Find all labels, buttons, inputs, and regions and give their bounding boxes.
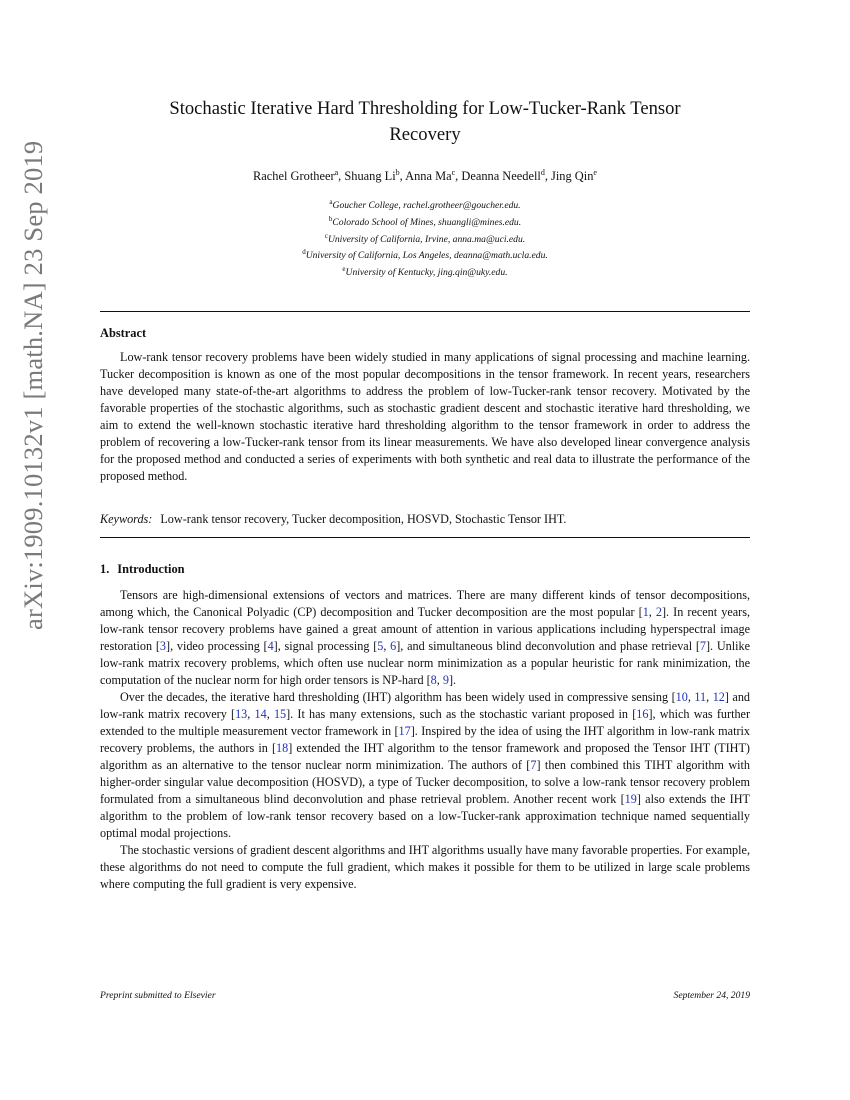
intro-paragraph (100, 689, 750, 842)
intro-text: ] then combined this TIHT algorithm with higher-order singular value decomposition (HOSVD), a type of Tucker decomposition, to solve a low-rank tensor recovery problem formulated from a simultaneous blind deconvolution and phase retrieval problem. Another recent work [ (100, 758, 750, 806)
citation-link[interactable]: 6 (390, 639, 397, 653)
citation-link[interactable]: 12 (712, 690, 725, 704)
title-line-1: Stochastic Iterative Hard Thresholding for Low-Tucker-Rank Tensor (169, 98, 681, 119)
keywords-text: Low-rank tensor recovery, Tucker decomposition, HOSVD, Stochastic Tensor IHT. (160, 512, 567, 526)
citation-link[interactable]: 7 (699, 639, 706, 653)
intro-text: ]. (448, 673, 457, 687)
intro-text: ] extended the IHT algorithm to the tensor framework and proposed the Tensor IHT (TIHT) algorithm as an alternative to the tensor nuclear norm minimization. The authors of [ (100, 741, 750, 772)
citation-link[interactable]: 13 (235, 707, 248, 721)
citation-link[interactable]: 17 (398, 724, 411, 738)
intro-text: , (266, 707, 274, 721)
keywords-label: Keywords: (100, 512, 153, 526)
citation-link[interactable]: 9 (442, 673, 449, 687)
intro-text: , (383, 639, 391, 653)
section-title: Introduction (117, 562, 185, 576)
affiliation-line: $^c$University of California, Irvine, anna.ma@uci.edu. (324, 231, 526, 245)
intro-text: Tensors are high-dimensional extensions of vectors and matrices. There are many different kinds of tensor decompositions, among which, the Canonical Polyadic (CP) decomposition and Tucker decomposition are the most popular [ (100, 588, 750, 619)
footer-preprint-note: Preprint submitted to Elsevier (100, 990, 216, 1001)
intro-text: , (247, 707, 255, 721)
intro-text: ]. It has many extensions, such as the stochastic variant proposed in [ (286, 707, 637, 721)
top-divider (100, 311, 750, 312)
intro-text: ] and low-rank matrix recovery [ (100, 690, 751, 721)
affiliation-line: $^a$Goucher College, rachel.grotheer@goucher.edu. (329, 198, 521, 212)
citation-link[interactable]: 1 (642, 605, 649, 619)
title-line-2: Recovery (389, 124, 461, 145)
intro-text: ], signal processing [ (273, 639, 378, 653)
citation-link[interactable]: 11 (694, 690, 707, 704)
intro-text: ], video processing [ (166, 639, 268, 653)
section-number: 1. (100, 562, 110, 576)
section-heading (100, 562, 185, 577)
citation-link[interactable]: 14 (254, 707, 267, 721)
citation-link[interactable]: 15 (273, 707, 287, 721)
author: Rachel Grotheer$^a$ (253, 168, 339, 184)
citation-link[interactable]: 8 (430, 673, 437, 687)
paper-title (100, 96, 750, 148)
intro-text: ], which was further extended to the multiple measurement vector framework in [ (100, 707, 751, 738)
abstract-paragraph: Low-rank tensor recovery problems have been widely studied in many applications of signal processing and machine learning. Tucker decomposition is known as one of the most popular decompositions in the tensor framework. In recent years, researchers have developed many state-of-the-art algorithms to address the problem of low-Tucker-rank tensor recovery. Motivated by the favorable properties of the stochastic algorithms, such as stochastic gradient descent and stochastic iterative hard thresholding, we aim to extend the well-known stochastic iterative hard thresholding algorithm to the tensor framework in order to address the problem of recovering a low-Tucker-rank tensor from its linear measurements. We have also developed linear convergence analysis for the proposed method and conducted a series of experiments with both synthetic and real data to illustrate the performance of the proposed method. (100, 350, 750, 483)
citation-link[interactable]: 10 (675, 690, 688, 704)
keywords (100, 512, 566, 527)
affiliation-line: $^e$University of Kentucky, jing.qin@uky.edu. (342, 265, 508, 279)
citation-link[interactable]: 2 (655, 605, 662, 619)
intro-paragraph (100, 842, 750, 893)
intro-text: ] also extends the IHT algorithm to the problem of low-rank tensor recovery based on a low-Tucker-rank approximation technique named sequentially optimal modal projections. (100, 792, 750, 840)
abstract-body (100, 349, 750, 485)
author: Shuang Li$^b$ (344, 168, 400, 184)
intro-text: ]. Unlike low-rank matrix recovery problems, which often use nuclear norm minimization as a popular heuristic for rank minimization, the computation of the nuclear norm for high order tensors is NP-hard [ (100, 639, 750, 687)
citation-link[interactable]: 5 (377, 639, 384, 653)
citation-link[interactable]: 3 (159, 639, 167, 653)
author: Anna Ma$^c$ (405, 168, 456, 184)
affiliations (100, 196, 750, 280)
citation-link[interactable]: 18 (276, 741, 289, 755)
citation-link[interactable]: 19 (624, 792, 637, 806)
arxiv-identifier: arXiv:1909.10132v1 [math.NA] 23 Sep 2019 (18, 140, 48, 630)
intro-text: ]. In recent years, low-rank tensor recovery problems have gained a great amount of attention in various applications including hyperspectral image restoration [ (100, 605, 750, 653)
intro-paragraph (100, 587, 750, 689)
author-list: Rachel Grotheer$^a$, Shuang Li$^b$, Anna Ma$^c$, Deanna Needell$^d$, Jing Qin$^e$ (253, 168, 597, 184)
intro-text: , (436, 673, 443, 687)
citation-link[interactable]: 4 (267, 639, 274, 653)
intro-text: , (648, 605, 656, 619)
author: Deanna Needell$^d$ (461, 168, 545, 184)
author: Jing Qin$^e$ (551, 168, 597, 184)
intro-text: The stochastic versions of gradient descent algorithms and IHT algorithms usually have many favorable properties. For example, these algorithms do not need to compute the full gradient, which makes it possible for them to be utilized in large scale problems where computing the full gradient is very expensive. (100, 843, 750, 891)
intro-text: ]. Inspired by the idea of using the IHT algorithm in low-rank matrix recovery problems, the authors in [ (100, 724, 750, 755)
bottom-divider (100, 537, 750, 538)
intro-text: , (687, 690, 695, 704)
footer-date: September 24, 2019 (673, 990, 750, 1001)
affiliation-line: $^d$University of California, Los Angeles, deanna@math.ucla.edu. (302, 248, 548, 262)
abstract-heading: Abstract (100, 326, 147, 340)
citation-link[interactable]: 16 (636, 707, 649, 721)
intro-text: ], and simultaneous blind deconvolution and phase retrieval [ (396, 639, 700, 653)
introduction-body (100, 587, 750, 893)
citation-link[interactable]: 7 (530, 758, 537, 772)
affiliation-line: $^b$Colorado School of Mines, shuangli@mines.edu. (328, 214, 522, 228)
intro-text: Over the decades, the iterative hard thresholding (IHT) algorithm has been widely used in compressive sensing [ (120, 690, 676, 704)
intro-text: , (706, 690, 713, 704)
